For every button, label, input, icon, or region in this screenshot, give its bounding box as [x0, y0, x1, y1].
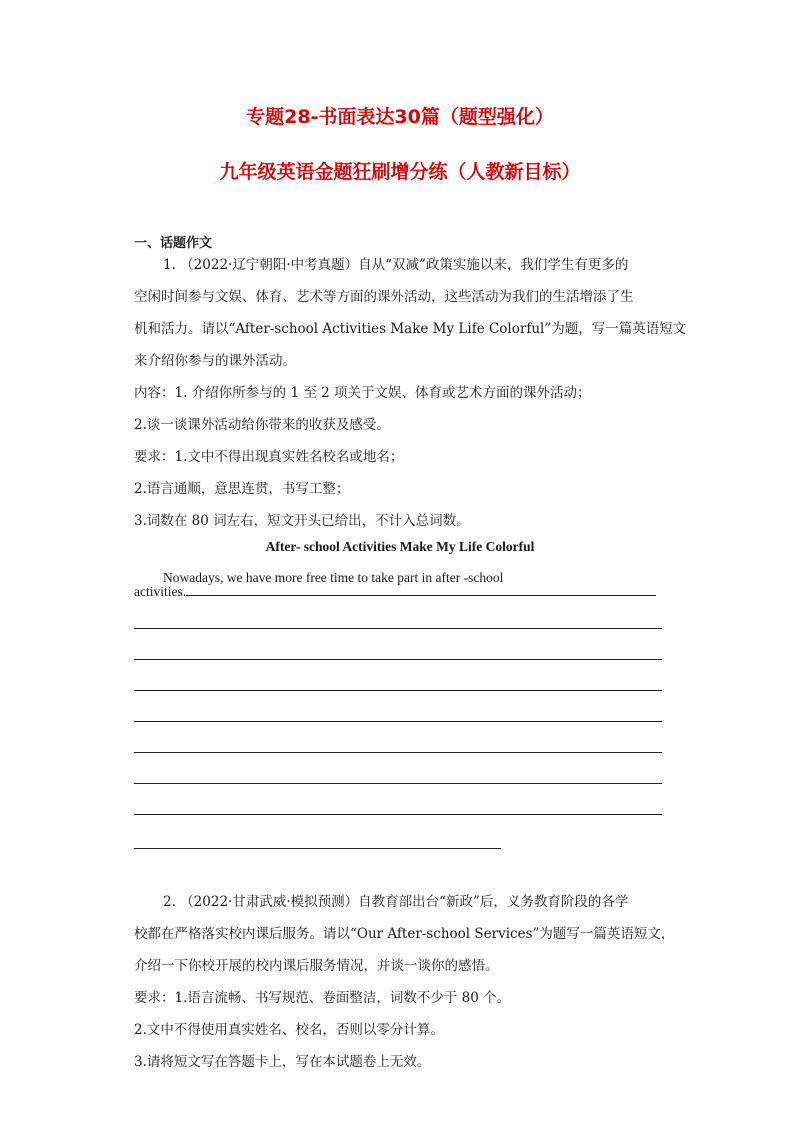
q1-line-2: 空闲时间参与文娱、体育、艺术等方面的课外活动，这些活动为我们的生活增添了生	[134, 289, 634, 305]
q2-line-2: 校都在严格落实校内课后服务。请以“Our After-school Services”为题写一篇英语短文，	[134, 926, 675, 942]
answer-line[interactable]	[134, 752, 662, 753]
essay-title: After- school Activities Make My Life Colorful	[265, 539, 535, 554]
section-heading: 一、话题作文	[134, 236, 213, 251]
q1-requirement-1: 要求：1.文中不得出现真实姓名校名或地名；	[134, 449, 404, 465]
q1-content-2: 2.谈一谈课外活动给你带来的收获及感受。	[134, 417, 390, 433]
q1-content-1: 内容：1. 介绍你所参与的 1 至 2 项关于文娱、体育或艺术方面的课外活动；	[134, 385, 591, 401]
answer-line[interactable]	[134, 628, 662, 629]
q2-line-1: 2. （2022·甘肃武威·模拟预测）自教育部出台“新政”后，义务教育阶段的各学	[163, 894, 629, 910]
answer-line[interactable]	[134, 690, 662, 691]
answer-line[interactable]	[134, 814, 662, 815]
q1-line-3: 机和活力。请以“After-school Activities Make My Life Colorful”为题，写一篇英语短文	[134, 321, 687, 337]
essay-opening-continued	[134, 584, 656, 600]
essay-opening-line: Nowadays, we have more free time to take part in after -school	[163, 570, 504, 585]
q2-line-3: 介绍一下你校开展的校内课后服务情况，并谈一谈你的感悟。	[134, 958, 499, 974]
answer-line-first[interactable]	[186, 594, 656, 596]
q2-requirement-2: 2.文中不得使用真实姓名、校名，否则以零分计算。	[134, 1022, 444, 1038]
q2-requirement-3: 3.请将短文写在答题卡上，写在本试题卷上无效。	[134, 1054, 431, 1070]
q1-line-1: 1. （2022·辽宁朝阳·中考真题）自从“双减”政策实施以来，我们学生有更多的	[163, 257, 629, 273]
q1-requirement-3: 3.词数在 80 词左右，短文开头已给出，不计入总词数。	[134, 513, 470, 529]
answer-line-last[interactable]	[134, 848, 501, 849]
document-title: 专题28-书面表达30篇（题型强化）	[246, 106, 554, 128]
q1-line-4: 来介绍你参与的课外活动。	[134, 353, 296, 369]
essay-opening-word: activities.	[134, 584, 187, 599]
answer-line[interactable]	[134, 783, 662, 784]
q1-requirement-2: 2.语言通顺，意思连贯，书写工整；	[134, 481, 350, 497]
answer-line[interactable]	[134, 721, 662, 722]
q2-requirement-1: 要求：1.语言流畅、书写规范、卷面整洁，词数不少于 80 个。	[134, 990, 511, 1006]
answer-line[interactable]	[134, 659, 662, 660]
document-subtitle: 九年级英语金题狂刷增分练（人教新目标）	[219, 161, 581, 183]
